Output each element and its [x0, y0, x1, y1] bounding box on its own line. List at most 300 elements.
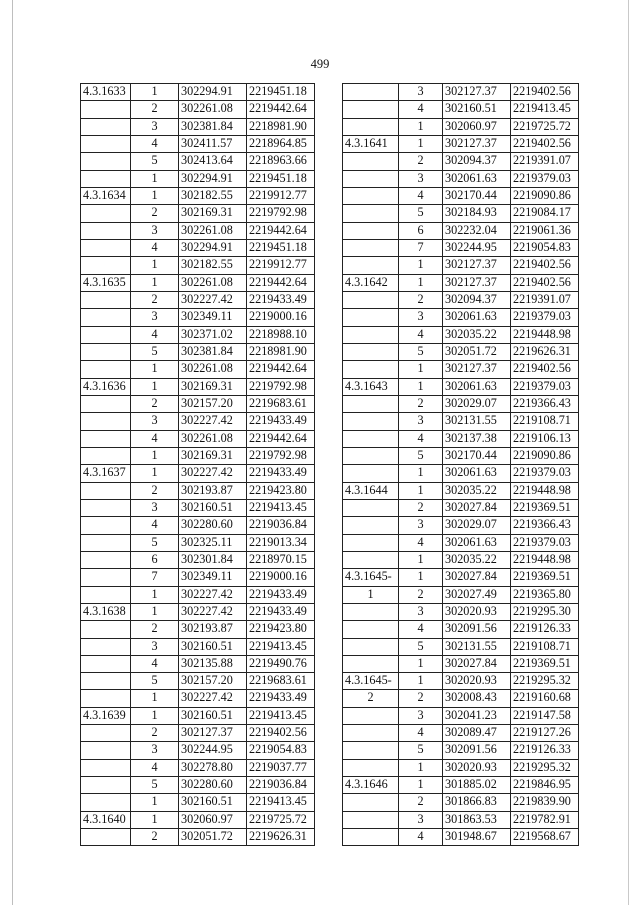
table-row	[343, 707, 579, 724]
table-row	[343, 378, 579, 395]
table-row	[81, 239, 315, 256]
y-coordinate-cell: 2219626.31	[247, 829, 315, 846]
y-coordinate-cell: 2219391.07	[511, 291, 579, 308]
section-id-cell	[81, 638, 131, 655]
x-coordinate-cell: 302244.95	[443, 239, 511, 256]
y-coordinate-cell: 2219000.16	[247, 309, 315, 326]
point-number-cell: 2	[131, 621, 179, 638]
table-row	[81, 534, 315, 551]
y-coordinate-cell: 2219433.49	[247, 586, 315, 603]
point-number-cell: 5	[131, 673, 179, 690]
section-id-cell: 4.3.1636	[81, 378, 131, 395]
x-coordinate-cell: 302061.63	[443, 309, 511, 326]
x-coordinate-cell: 302261.08	[179, 430, 247, 447]
y-coordinate-cell: 2219451.18	[247, 239, 315, 256]
section-id-cell	[81, 829, 131, 846]
section-id-cell	[343, 465, 399, 482]
coordinates-table-right	[342, 83, 579, 846]
y-coordinate-cell: 2219725.72	[247, 811, 315, 828]
point-number-cell: 4	[131, 326, 179, 343]
x-coordinate-cell: 302169.31	[179, 378, 247, 395]
section-id-cell	[81, 395, 131, 412]
y-coordinate-cell: 2219433.49	[247, 413, 315, 430]
table-row	[343, 361, 579, 378]
x-coordinate-cell: 302411.57	[179, 135, 247, 152]
table-row	[343, 742, 579, 759]
x-coordinate-cell: 302278.80	[179, 759, 247, 776]
x-coordinate-cell: 302160.51	[179, 638, 247, 655]
x-coordinate-cell: 302061.63	[443, 465, 511, 482]
y-coordinate-cell: 2219448.98	[511, 551, 579, 568]
y-coordinate-cell: 2219126.33	[511, 742, 579, 759]
section-id-cell	[343, 499, 399, 516]
section-id-cell: 4.3.1642	[343, 274, 399, 291]
x-coordinate-cell: 302061.63	[443, 534, 511, 551]
x-coordinate-cell: 302325.11	[179, 534, 247, 551]
point-number-cell: 3	[131, 499, 179, 516]
y-coordinate-cell: 2219000.16	[247, 569, 315, 586]
y-coordinate-cell: 2219126.33	[511, 621, 579, 638]
x-coordinate-cell: 302227.42	[179, 465, 247, 482]
table-row	[81, 690, 315, 707]
section-id-cell	[343, 603, 399, 620]
x-coordinate-cell: 302261.08	[179, 274, 247, 291]
point-number-cell: 7	[131, 569, 179, 586]
section-id-cell	[81, 430, 131, 447]
x-coordinate-cell: 302232.04	[443, 222, 511, 239]
section-id-cell	[81, 309, 131, 326]
table-row	[81, 413, 315, 430]
point-number-cell: 1	[399, 777, 443, 794]
point-number-cell: 1	[399, 135, 443, 152]
y-coordinate-cell: 2219413.45	[247, 638, 315, 655]
point-number-cell: 4	[399, 430, 443, 447]
point-number-cell: 5	[131, 153, 179, 170]
table-row	[81, 361, 315, 378]
y-coordinate-cell: 2219568.67	[511, 829, 579, 846]
point-number-cell: 4	[131, 430, 179, 447]
page-number: 499	[310, 57, 330, 71]
section-id-cell	[343, 430, 399, 447]
point-number-cell: 4	[131, 135, 179, 152]
y-coordinate-cell: 2219369.51	[511, 569, 579, 586]
section-id-cell: 4.3.1641	[343, 135, 399, 152]
x-coordinate-cell: 302169.31	[179, 447, 247, 464]
x-coordinate-cell: 302227.42	[179, 690, 247, 707]
point-number-cell: 2	[131, 291, 179, 308]
table-row	[81, 586, 315, 603]
section-id-cell: 2	[343, 690, 399, 707]
x-coordinate-cell: 302020.93	[443, 759, 511, 776]
section-id-cell: 4.3.1645-	[343, 569, 399, 586]
table-row	[343, 257, 579, 274]
point-number-cell: 4	[399, 101, 443, 118]
y-coordinate-cell: 2219108.71	[511, 413, 579, 430]
x-coordinate-cell: 302160.51	[179, 794, 247, 811]
section-id-cell	[343, 84, 399, 101]
y-coordinate-cell: 2219391.07	[511, 153, 579, 170]
table-row	[343, 170, 579, 187]
table-row	[81, 257, 315, 274]
table-row	[343, 465, 579, 482]
point-number-cell: 4	[399, 187, 443, 204]
y-coordinate-cell: 2219106.13	[511, 430, 579, 447]
y-coordinate-cell: 2219147.58	[511, 707, 579, 724]
section-id-cell	[81, 101, 131, 118]
section-id-cell: 4.3.1640	[81, 811, 131, 828]
table-row	[343, 326, 579, 343]
point-number-cell: 2	[131, 829, 179, 846]
x-coordinate-cell: 302094.37	[443, 291, 511, 308]
y-coordinate-cell: 2219369.51	[511, 655, 579, 672]
section-id-cell: 4.3.1635	[81, 274, 131, 291]
y-coordinate-cell: 2219490.76	[247, 655, 315, 672]
x-coordinate-cell: 302127.37	[443, 257, 511, 274]
y-coordinate-cell: 2219402.56	[511, 274, 579, 291]
table-row	[343, 603, 579, 620]
y-coordinate-cell: 2219725.72	[511, 118, 579, 135]
section-id-cell: 4.3.1644	[343, 482, 399, 499]
point-number-cell: 4	[131, 517, 179, 534]
section-id-cell	[343, 621, 399, 638]
point-number-cell: 5	[131, 343, 179, 360]
point-number-cell: 3	[131, 222, 179, 239]
x-coordinate-cell: 302135.88	[179, 655, 247, 672]
x-coordinate-cell: 302170.44	[443, 447, 511, 464]
point-number-cell: 4	[399, 621, 443, 638]
section-id-cell: 4.3.1633	[81, 84, 131, 101]
table-row	[343, 309, 579, 326]
section-id-cell	[343, 326, 399, 343]
x-coordinate-cell: 302131.55	[443, 413, 511, 430]
section-id-cell	[81, 153, 131, 170]
point-number-cell: 1	[131, 187, 179, 204]
x-coordinate-cell: 302020.93	[443, 673, 511, 690]
point-number-cell: 3	[399, 309, 443, 326]
table-row	[81, 430, 315, 447]
point-number-cell: 5	[399, 638, 443, 655]
x-coordinate-cell: 302294.91	[179, 239, 247, 256]
section-id-cell	[343, 343, 399, 360]
table-row	[81, 707, 315, 724]
table-row	[343, 430, 579, 447]
section-id-cell: 4.3.1637	[81, 465, 131, 482]
section-id-cell	[81, 759, 131, 776]
section-id-cell	[81, 413, 131, 430]
table-row	[343, 759, 579, 776]
y-coordinate-cell: 2219442.64	[247, 274, 315, 291]
section-id-cell	[81, 673, 131, 690]
x-coordinate-cell: 301866.83	[443, 794, 511, 811]
x-coordinate-cell: 302060.97	[443, 118, 511, 135]
x-coordinate-cell: 302294.91	[179, 170, 247, 187]
point-number-cell: 5	[399, 205, 443, 222]
x-coordinate-cell: 302381.84	[179, 118, 247, 135]
table-row	[81, 621, 315, 638]
y-coordinate-cell: 2219090.86	[511, 187, 579, 204]
x-coordinate-cell: 302035.22	[443, 482, 511, 499]
x-coordinate-cell: 302170.44	[443, 187, 511, 204]
section-id-cell	[343, 118, 399, 135]
y-coordinate-cell: 2219846.95	[511, 777, 579, 794]
section-id-cell	[343, 811, 399, 828]
y-coordinate-cell: 2218988.10	[247, 326, 315, 343]
point-number-cell: 5	[399, 742, 443, 759]
point-number-cell: 5	[131, 777, 179, 794]
y-coordinate-cell: 2219379.03	[511, 465, 579, 482]
table-row	[81, 187, 315, 204]
point-number-cell: 1	[131, 447, 179, 464]
table-row	[343, 638, 579, 655]
y-coordinate-cell: 2219782.91	[511, 811, 579, 828]
section-id-cell	[81, 291, 131, 308]
y-coordinate-cell: 2219413.45	[247, 499, 315, 516]
section-id-cell	[81, 205, 131, 222]
y-coordinate-cell: 2219402.56	[511, 135, 579, 152]
x-coordinate-cell: 302027.84	[443, 569, 511, 586]
x-coordinate-cell: 302127.37	[443, 135, 511, 152]
point-number-cell: 3	[131, 638, 179, 655]
y-coordinate-cell: 2219061.36	[511, 222, 579, 239]
table-row	[81, 378, 315, 395]
table-row	[343, 274, 579, 291]
point-number-cell: 6	[131, 551, 179, 568]
x-coordinate-cell: 302020.93	[443, 603, 511, 620]
y-coordinate-cell: 2219054.83	[511, 239, 579, 256]
y-coordinate-cell: 2219379.03	[511, 534, 579, 551]
y-coordinate-cell: 2219433.49	[247, 465, 315, 482]
x-coordinate-cell: 302041.23	[443, 707, 511, 724]
point-number-cell: 1	[399, 759, 443, 776]
x-coordinate-cell: 302381.84	[179, 343, 247, 360]
y-coordinate-cell: 2219037.77	[247, 759, 315, 776]
table-row	[81, 84, 315, 101]
y-coordinate-cell: 2219379.03	[511, 170, 579, 187]
point-number-cell: 5	[131, 534, 179, 551]
y-coordinate-cell: 2219433.49	[247, 291, 315, 308]
x-coordinate-cell: 302301.84	[179, 551, 247, 568]
x-coordinate-cell: 302193.87	[179, 482, 247, 499]
table-row	[343, 239, 579, 256]
point-number-cell: 1	[131, 707, 179, 724]
section-id-cell	[81, 655, 131, 672]
table-row	[81, 655, 315, 672]
y-coordinate-cell: 2219402.56	[511, 257, 579, 274]
table-row	[81, 759, 315, 776]
point-number-cell: 1	[399, 118, 443, 135]
x-coordinate-cell: 302131.55	[443, 638, 511, 655]
section-id-cell	[343, 534, 399, 551]
point-number-cell: 1	[131, 378, 179, 395]
x-coordinate-cell: 302349.11	[179, 569, 247, 586]
point-number-cell: 1	[399, 551, 443, 568]
y-coordinate-cell: 2219683.61	[247, 673, 315, 690]
point-number-cell: 1	[131, 257, 179, 274]
x-coordinate-cell: 302061.63	[443, 378, 511, 395]
section-id-cell	[81, 239, 131, 256]
point-number-cell: 3	[399, 170, 443, 187]
table-row	[343, 655, 579, 672]
section-id-cell	[81, 569, 131, 586]
section-id-cell	[343, 638, 399, 655]
table-row	[343, 725, 579, 742]
x-coordinate-cell: 302127.37	[443, 84, 511, 101]
x-coordinate-cell: 302227.42	[179, 603, 247, 620]
point-number-cell: 5	[399, 343, 443, 360]
table-row	[81, 447, 315, 464]
coordinates-table-left	[80, 83, 315, 846]
x-coordinate-cell: 302008.43	[443, 690, 511, 707]
table-row	[81, 395, 315, 412]
table-row	[81, 274, 315, 291]
x-coordinate-cell: 302261.08	[179, 361, 247, 378]
y-coordinate-cell: 2219442.64	[247, 430, 315, 447]
table-row	[81, 829, 315, 846]
section-id-cell	[81, 586, 131, 603]
x-coordinate-cell: 302029.07	[443, 517, 511, 534]
point-number-cell: 1	[399, 482, 443, 499]
y-coordinate-cell: 2219413.45	[247, 707, 315, 724]
table-row	[343, 777, 579, 794]
x-coordinate-cell: 302244.95	[179, 742, 247, 759]
point-number-cell: 2	[131, 482, 179, 499]
x-coordinate-cell: 302029.07	[443, 395, 511, 412]
table-row	[81, 638, 315, 655]
point-number-cell: 3	[399, 811, 443, 828]
section-id-cell	[81, 794, 131, 811]
x-coordinate-cell: 302413.64	[179, 153, 247, 170]
x-coordinate-cell: 302280.60	[179, 517, 247, 534]
point-number-cell: 1	[131, 361, 179, 378]
y-coordinate-cell: 2219792.98	[247, 378, 315, 395]
table-row	[81, 465, 315, 482]
section-id-cell	[343, 551, 399, 568]
y-coordinate-cell: 2219626.31	[511, 343, 579, 360]
x-coordinate-cell: 302127.37	[179, 725, 247, 742]
x-coordinate-cell: 302160.51	[179, 707, 247, 724]
section-id-cell	[81, 326, 131, 343]
y-coordinate-cell: 2219448.98	[511, 482, 579, 499]
point-number-cell: 1	[131, 690, 179, 707]
point-number-cell: 3	[399, 707, 443, 724]
table-row	[81, 551, 315, 568]
section-id-cell	[343, 187, 399, 204]
table-row	[343, 118, 579, 135]
x-coordinate-cell: 302061.63	[443, 170, 511, 187]
table-row	[81, 309, 315, 326]
x-coordinate-cell: 302127.37	[443, 274, 511, 291]
section-id-cell	[343, 222, 399, 239]
point-number-cell: 2	[399, 395, 443, 412]
y-coordinate-cell: 2219839.90	[511, 794, 579, 811]
table-row	[81, 742, 315, 759]
x-coordinate-cell: 302027.84	[443, 499, 511, 516]
table-row	[81, 603, 315, 620]
point-number-cell: 2	[399, 586, 443, 603]
x-coordinate-cell: 302157.20	[179, 395, 247, 412]
point-number-cell: 1	[399, 655, 443, 672]
y-coordinate-cell: 2218970.15	[247, 551, 315, 568]
x-coordinate-cell: 302137.38	[443, 430, 511, 447]
section-id-cell	[81, 499, 131, 516]
table-row	[343, 621, 579, 638]
section-id-cell	[81, 482, 131, 499]
x-coordinate-cell: 302184.93	[443, 205, 511, 222]
x-coordinate-cell: 301863.53	[443, 811, 511, 828]
section-id-cell	[343, 170, 399, 187]
point-number-cell: 4	[131, 655, 179, 672]
table-row	[81, 222, 315, 239]
section-id-cell	[81, 343, 131, 360]
y-coordinate-cell: 2218981.90	[247, 343, 315, 360]
y-coordinate-cell: 2219127.26	[511, 725, 579, 742]
x-coordinate-cell: 302091.56	[443, 621, 511, 638]
point-number-cell: 2	[131, 205, 179, 222]
section-id-cell: 4.3.1643	[343, 378, 399, 395]
section-id-cell	[343, 309, 399, 326]
x-coordinate-cell: 302261.08	[179, 222, 247, 239]
table-row	[81, 135, 315, 152]
section-id-cell	[81, 517, 131, 534]
point-number-cell: 3	[399, 84, 443, 101]
section-id-cell	[343, 101, 399, 118]
y-coordinate-cell: 2219365.80	[511, 586, 579, 603]
section-id-cell	[81, 725, 131, 742]
x-coordinate-cell: 302182.55	[179, 257, 247, 274]
table-row	[81, 205, 315, 222]
x-coordinate-cell: 302227.42	[179, 291, 247, 308]
y-coordinate-cell: 2219423.80	[247, 482, 315, 499]
x-coordinate-cell: 302182.55	[179, 187, 247, 204]
point-number-cell: 2	[131, 725, 179, 742]
point-number-cell: 1	[131, 465, 179, 482]
y-coordinate-cell: 2219433.49	[247, 603, 315, 620]
x-coordinate-cell: 302127.37	[443, 361, 511, 378]
y-coordinate-cell: 2219054.83	[247, 742, 315, 759]
table-row	[343, 153, 579, 170]
point-number-cell: 2	[399, 794, 443, 811]
section-id-cell	[343, 361, 399, 378]
table-row	[343, 517, 579, 534]
table-row	[81, 291, 315, 308]
point-number-cell: 2	[399, 291, 443, 308]
table-row	[81, 517, 315, 534]
table-row	[81, 153, 315, 170]
section-id-cell	[81, 777, 131, 794]
y-coordinate-cell: 2219683.61	[247, 395, 315, 412]
point-number-cell: 1	[399, 465, 443, 482]
table-row	[81, 673, 315, 690]
section-id-cell	[81, 534, 131, 551]
point-number-cell: 1	[131, 811, 179, 828]
table-row	[81, 725, 315, 742]
x-coordinate-cell: 302349.11	[179, 309, 247, 326]
x-coordinate-cell: 302261.08	[179, 101, 247, 118]
section-id-cell	[343, 291, 399, 308]
point-number-cell: 1	[399, 378, 443, 395]
table-row	[81, 569, 315, 586]
table-row	[343, 291, 579, 308]
point-number-cell: 1	[399, 257, 443, 274]
x-coordinate-cell: 302371.02	[179, 326, 247, 343]
y-coordinate-cell: 2219448.98	[511, 326, 579, 343]
table-row	[343, 586, 579, 603]
point-number-cell: 3	[131, 742, 179, 759]
y-coordinate-cell: 2219442.64	[247, 101, 315, 118]
y-coordinate-cell: 2219369.51	[511, 499, 579, 516]
table-row	[343, 499, 579, 516]
section-id-cell: 4.3.1645-	[343, 673, 399, 690]
